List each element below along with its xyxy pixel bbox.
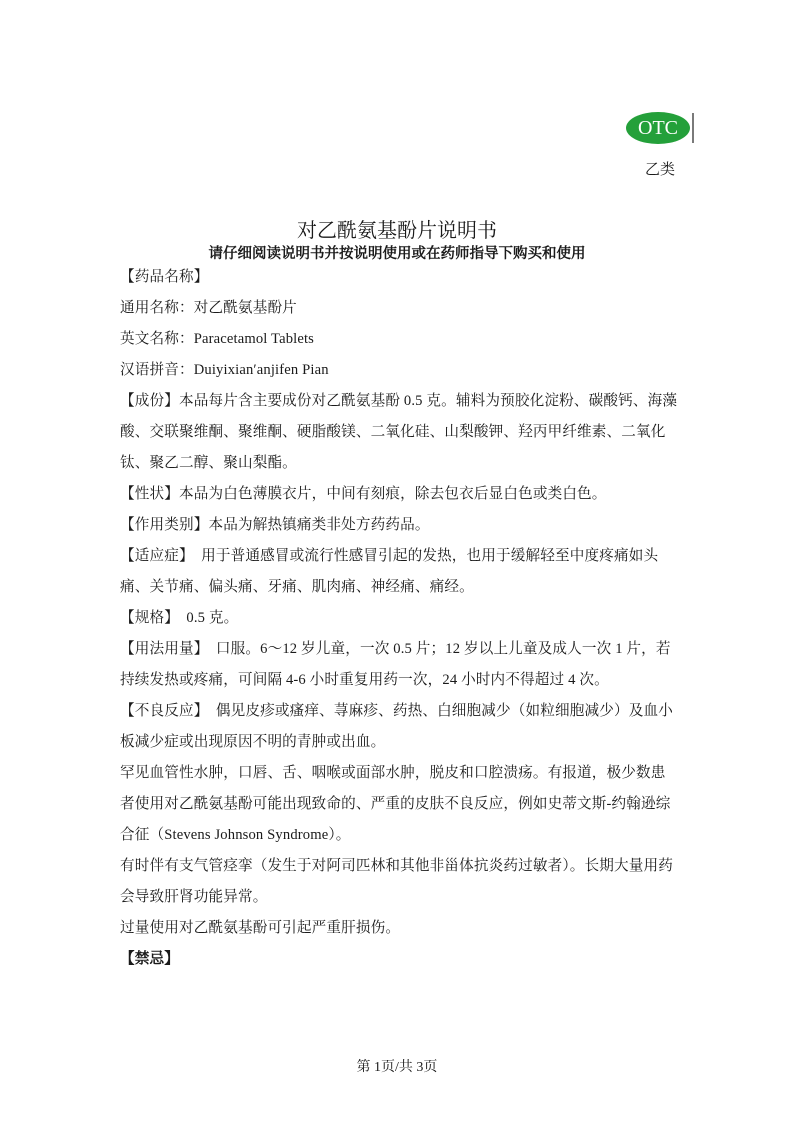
otc-class-label: 乙类: [645, 162, 676, 178]
document-subtitle: 请仔细阅读说明书并按说明使用或在药师指导下购买和使用: [208, 246, 586, 262]
adverse-reactions-paragraph: 【不良反应】 偶见皮疹或瘙痒、荨麻疹、药热、白细胞减少（如粒细胞减少）及血小板减少症或出现原因不明的青肿或出血。: [120, 703, 673, 750]
otc-badge: OTC: [626, 112, 690, 144]
dosage-paragraph: 【用法用量】 口服。6～12 岁儿童，一次 0.5 片；12 岁以上儿童及成人一次 1 片，若持续发热或疼痛，可间隔 4-6 小时重复用药一次，24 小时内不得超过 4 次。: [120, 641, 671, 688]
specification-paragraph: 【规格】 0.5 克。: [120, 610, 239, 626]
page-footer: 第 1页/共 3页: [356, 1060, 438, 1075]
adverse-reactions-bronchospasm-paragraph: 有时伴有支气管痉挛（发生于对阿司匹林和其他非甾体抗炎药过敏者）。长期大量用药会导致肝肾功能异常。: [120, 858, 673, 905]
ingredients-paragraph: 【成份】本品每片含主要成份对乙酰氨基酚 0.5 克。辅料为预胶化淀粉、碳酸钙、海藻酸、交联聚维酮、聚维酮、硬脂酸镁、二氧化硅、山梨酸钾、羟丙甲纤维素、二氧化钛、聚乙二醇、聚山梨酯。: [120, 393, 678, 471]
pinyin-name-line: 汉语拼音：Duiyixian′anjifen Pian: [120, 362, 329, 378]
indications-paragraph: 【适应症】 用于普通感冒或流行性感冒引起的发热，也用于缓解轻至中度疼痛如头痛、关节痛、偏头痛、牙痛、肌肉痛、神经痛、痛经。: [120, 548, 659, 595]
adverse-reactions-rare-paragraph: 罕见血管性水肿，口唇、舌、咽喉或面部水肿，脱皮和口腔溃疡。有报道，极少数患者使用对乙酰氨基酚可能出现致命的、严重的皮肤不良反应，例如史蒂文斯-约翰逊综合征（Stevens Johnson Syndrome）。: [120, 765, 671, 843]
english-name-line: 英文名称：Paracetamol Tablets: [120, 331, 315, 347]
overdose-paragraph: 过量使用对乙酰氨基酚可引起严重肝损伤。: [120, 920, 401, 936]
section-heading-contraindications: 【禁忌】: [120, 951, 179, 967]
document-body: [120, 262, 680, 975]
appearance-paragraph: 【性状】本品为白色薄膜衣片，中间有刻痕，除去包衣后显白色或类白色。: [120, 486, 607, 502]
document-title: 对乙酰氨基酚片说明书: [297, 218, 497, 242]
section-heading-drug-name: 【药品名称】: [120, 269, 209, 285]
generic-name-line: 通用名称：对乙酰氨基酚片: [120, 300, 297, 316]
category-paragraph: 【作用类别】本品为解热镇痛类非处方药药品。: [120, 517, 430, 533]
otc-divider: [692, 113, 694, 143]
